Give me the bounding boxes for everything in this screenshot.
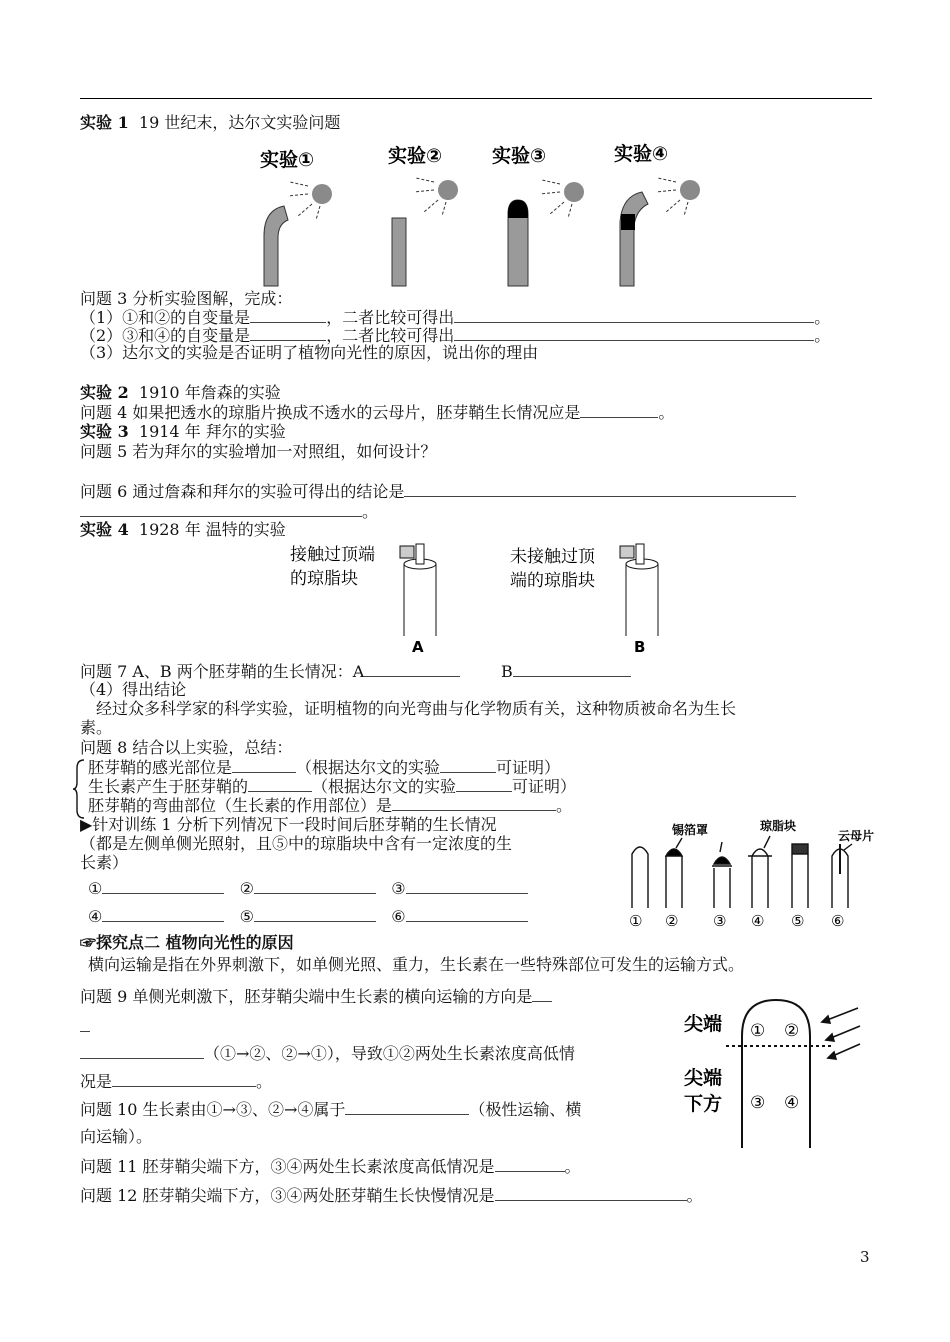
answer-blank[interactable] (80, 1044, 204, 1059)
q4-text: 问题 4 如果把透水的琼脂片换成不透水的云母片，胚芽鞘生长情况应是 (80, 403, 581, 422)
answer-blank[interactable] (580, 403, 658, 418)
exp3-heading (80, 423, 286, 441)
answer-blank[interactable] (345, 1100, 469, 1115)
q8-title: 问题 8 结合以上实验，总结： (80, 738, 293, 757)
q8-l1-end: 可证明） (496, 758, 561, 777)
went-figure (280, 536, 680, 658)
stem-cover-4 (621, 214, 635, 230)
section2-heading (80, 934, 294, 952)
coleoptile-opt4 (752, 849, 768, 908)
q6-line (80, 482, 796, 501)
fig4-a-label-2: 的琼脂块 (290, 569, 358, 589)
header-rule (80, 98, 872, 99)
q8-l2-text: 生长素产生于胚芽鞘的 (88, 777, 249, 796)
fig4-a: A (412, 638, 424, 656)
q9-end: 。 (256, 1072, 273, 1091)
q7-line (80, 662, 631, 681)
fig5-label-foil: 锡箔罩 (672, 823, 709, 837)
sun-icon (540, 180, 584, 218)
coleoptile-2 (392, 218, 406, 286)
answer-blank[interactable] (392, 796, 556, 811)
q6-text: 问题 6 通过詹森和拜尔的实验可得出的结论是 (80, 482, 405, 501)
exp1-label: 实验 1 (80, 113, 129, 132)
fig6-num-4: ④ (784, 1093, 800, 1113)
q12-text: 问题 12 胚芽鞘尖端下方，③④两处胚芽鞘生长快慢情况是 (80, 1186, 495, 1205)
fig5-num-1: ① (629, 912, 643, 930)
q3-line1 (80, 308, 830, 327)
concl-text1: 经过众多科学家的科学实验，证明植物的向光弯曲与化学物质有关，这种物质被命名为生长 (96, 699, 737, 718)
q8-line1 (88, 758, 560, 777)
fig5-num-3: ③ (713, 912, 727, 930)
q3-line3: （3）达尔文的实验是否证明了植物向光性的原因，说出你的理由 (80, 343, 539, 362)
q8-l2-text2: （根据达尔文的实验 (312, 777, 457, 796)
answer-blank[interactable] (495, 1157, 565, 1172)
sun-icon (288, 182, 332, 220)
exp3-title: 1914 年 拜尔的实验 (138, 422, 286, 441)
q4-line (80, 403, 674, 422)
q9-text3: 况是 (80, 1072, 113, 1091)
exp2-heading (80, 384, 281, 402)
q9-line1 (80, 987, 552, 1006)
fig1-label-1: 实验① (260, 149, 315, 171)
exp2-label: 实验 2 (80, 383, 129, 402)
q3-l1-text2: ，二者比较可得出 (326, 308, 455, 327)
q8-l2-end: 可证明） (512, 777, 577, 796)
exp1-title: 19 世纪末，达尔文实验问题 (138, 113, 341, 132)
answer-blank[interactable] (254, 907, 376, 922)
answer-blank[interactable] (102, 879, 224, 894)
q3-l1-text: （1）①和②的自变量是 (80, 308, 251, 327)
coleoptile-opt3 (714, 868, 730, 908)
q3-l2-text: （2）③和④的自变量是 (80, 326, 251, 345)
opt-3: ③ (391, 879, 406, 898)
fig6-num-3: ③ (750, 1093, 766, 1113)
light-arrows-icon (822, 1008, 860, 1059)
fig5-num-2: ② (665, 912, 679, 930)
fig4-a-label-1: 接触过顶端 (290, 545, 375, 565)
coleoptile-b (620, 544, 658, 636)
q8-l3-text: 胚芽鞘的弯曲部位（生长素的作用部位）是 (88, 796, 393, 815)
darwin-figure (250, 138, 710, 288)
train-line3: 长素） (80, 853, 129, 872)
q7-b: B (501, 662, 513, 681)
answer-blank[interactable] (513, 662, 631, 677)
fig6-num-2: ② (784, 1021, 800, 1041)
foil-cap-icon (666, 849, 682, 856)
sun-icon (414, 178, 458, 216)
train-line2: （都是左侧单侧光照射，且⑤中的琼脂块中含有一定浓度的生 (80, 834, 513, 853)
exp3-label: 实验 3 (80, 422, 129, 441)
fig5-num-4: ④ (751, 912, 765, 930)
coleoptile-4 (620, 192, 648, 286)
foil-cap-icon (714, 857, 730, 864)
answer-blank[interactable] (495, 1186, 687, 1201)
answer-blank[interactable] (250, 308, 326, 323)
coleoptile-1 (264, 206, 288, 286)
fig1-label-3: 实验③ (492, 145, 547, 167)
answer-blank[interactable] (406, 907, 528, 922)
q9-line2 (80, 1044, 575, 1063)
sun-icon (656, 178, 700, 216)
answer-blank[interactable] (404, 482, 796, 497)
answer-blank[interactable] (364, 662, 460, 677)
q8-line2 (88, 777, 576, 796)
exp4-label: 实验 4 (80, 520, 129, 539)
answer-blank[interactable] (80, 502, 362, 517)
q10-text2: （极性运输、横 (469, 1100, 582, 1119)
fig6-below-label-1: 尖端 (684, 1067, 723, 1089)
q10-text: 问题 10 生长素由①→③、②→④属于 (80, 1100, 346, 1119)
q4-end: 。 (658, 403, 675, 422)
exp4-title: 1928 年 温特的实验 (138, 520, 286, 539)
fig6-tip-label: 尖端 (684, 1013, 723, 1035)
brace-icon (72, 758, 88, 820)
q3-l2-end: 。 (814, 326, 831, 345)
q12-end: 。 (686, 1186, 703, 1205)
concl-text2: 素。 (80, 718, 113, 737)
q9-line1b (80, 1017, 90, 1036)
q12-line (80, 1186, 703, 1205)
q3-l2-text2: ，二者比较可得出 (326, 326, 455, 345)
fig6-num-1: ① (750, 1021, 766, 1041)
opt-5: ⑤ (239, 907, 254, 926)
coleoptile-a (400, 544, 436, 636)
fig6-below-label-2: 下方 (684, 1093, 723, 1115)
lateral-transport-text: 横向运输是指在外界刺激下，如单侧光照、重力，生长素在一些特殊部位可发生的运输方式。 (88, 955, 745, 974)
coleoptile-opt1 (632, 847, 648, 908)
coleoptile-opt5 (792, 854, 808, 908)
page-number: 3 (860, 1248, 870, 1266)
q10-line1 (80, 1100, 581, 1119)
exp1-heading (80, 114, 340, 132)
coleoptile-opt2 (666, 849, 682, 908)
q8-l3-end: 。 (556, 796, 573, 815)
fig5-label-mica: 云母片 (838, 829, 875, 843)
answer-blank[interactable] (250, 326, 326, 341)
q5-line: 问题 5 若为拜尔的实验增加一对照组，如何设计？ (80, 442, 437, 461)
q6-line2 (80, 502, 378, 521)
q8-line3 (88, 796, 572, 815)
q8-l1-text: 胚芽鞘的感光部位是 (88, 758, 233, 777)
q9-text2: （①→②、②→①），导致①②两处生长素浓度高低情 (204, 1044, 575, 1063)
fig1-label-2: 实验② (388, 145, 443, 167)
answer-blank[interactable] (112, 1072, 256, 1087)
q11-line (80, 1157, 581, 1176)
q7-text: 问题 7 A、B 两个胚芽鞘的生长情况：A (80, 662, 365, 681)
answer-blank[interactable] (532, 987, 552, 1002)
q10-line2: 向运输）。 (80, 1127, 153, 1146)
q8-l1-text2: （根据达尔文的实验 (296, 758, 441, 777)
training-figure (620, 814, 882, 932)
fig5-num-5: ⑤ (791, 912, 805, 930)
q11-text: 问题 11 胚芽鞘尖端下方，③④两处生长素浓度高低情况是 (80, 1157, 495, 1176)
opt-6: ⑥ (391, 907, 406, 926)
opt-2: ② (239, 879, 254, 898)
answer-blank[interactable] (254, 879, 376, 894)
answer-blank[interactable] (232, 758, 296, 773)
tip-transport-figure (682, 990, 872, 1150)
exp2-title: 1910 年詹森的实验 (138, 383, 281, 402)
pointing-hand-icon: ☞ (80, 933, 97, 952)
answer-blank[interactable] (248, 777, 312, 792)
q9-text: 问题 9 单侧光刺激下，胚芽鞘尖端中生长素的横向运输的方向是 (80, 987, 533, 1006)
q11-end: 。 (564, 1157, 581, 1176)
concl-title: （4）得出结论 (80, 680, 187, 699)
answer-blank[interactable] (456, 777, 512, 792)
opt-4: ④ (88, 907, 103, 926)
agar-block-icon (792, 844, 808, 854)
fig4-b: B (634, 638, 646, 656)
train-answers-row1 (88, 879, 528, 898)
q6-end: 。 (362, 502, 379, 521)
exp4-heading (80, 521, 286, 539)
fig5-num-6: ⑥ (831, 912, 845, 930)
answer-blank[interactable] (454, 308, 814, 323)
q9-line3 (80, 1072, 272, 1091)
section2-title: 探究点二 植物向光性的原因 (96, 933, 294, 952)
train-line1: ▶针对训练 1 分析下列情况下一段时间后胚芽鞘的生长情况 (80, 815, 497, 834)
answer-blank[interactable] (440, 758, 496, 773)
answer-blank[interactable] (102, 907, 224, 922)
fig1-label-4: 实验④ (614, 143, 669, 165)
opt-1: ① (88, 879, 103, 898)
q3-title: 问题 3 分析实验图解，完成： (80, 289, 293, 308)
answer-blank[interactable] (80, 1017, 90, 1032)
fig4-b-label-2: 端的琼脂块 (510, 571, 595, 591)
train-answers-row2 (88, 907, 528, 926)
answer-blank[interactable] (406, 879, 528, 894)
q3-l1-end: 。 (814, 308, 831, 327)
fig4-b-label-1: 未接触过顶 (510, 547, 595, 567)
fig5-label-agar: 琼脂块 (760, 819, 797, 833)
answer-blank[interactable] (454, 326, 814, 341)
